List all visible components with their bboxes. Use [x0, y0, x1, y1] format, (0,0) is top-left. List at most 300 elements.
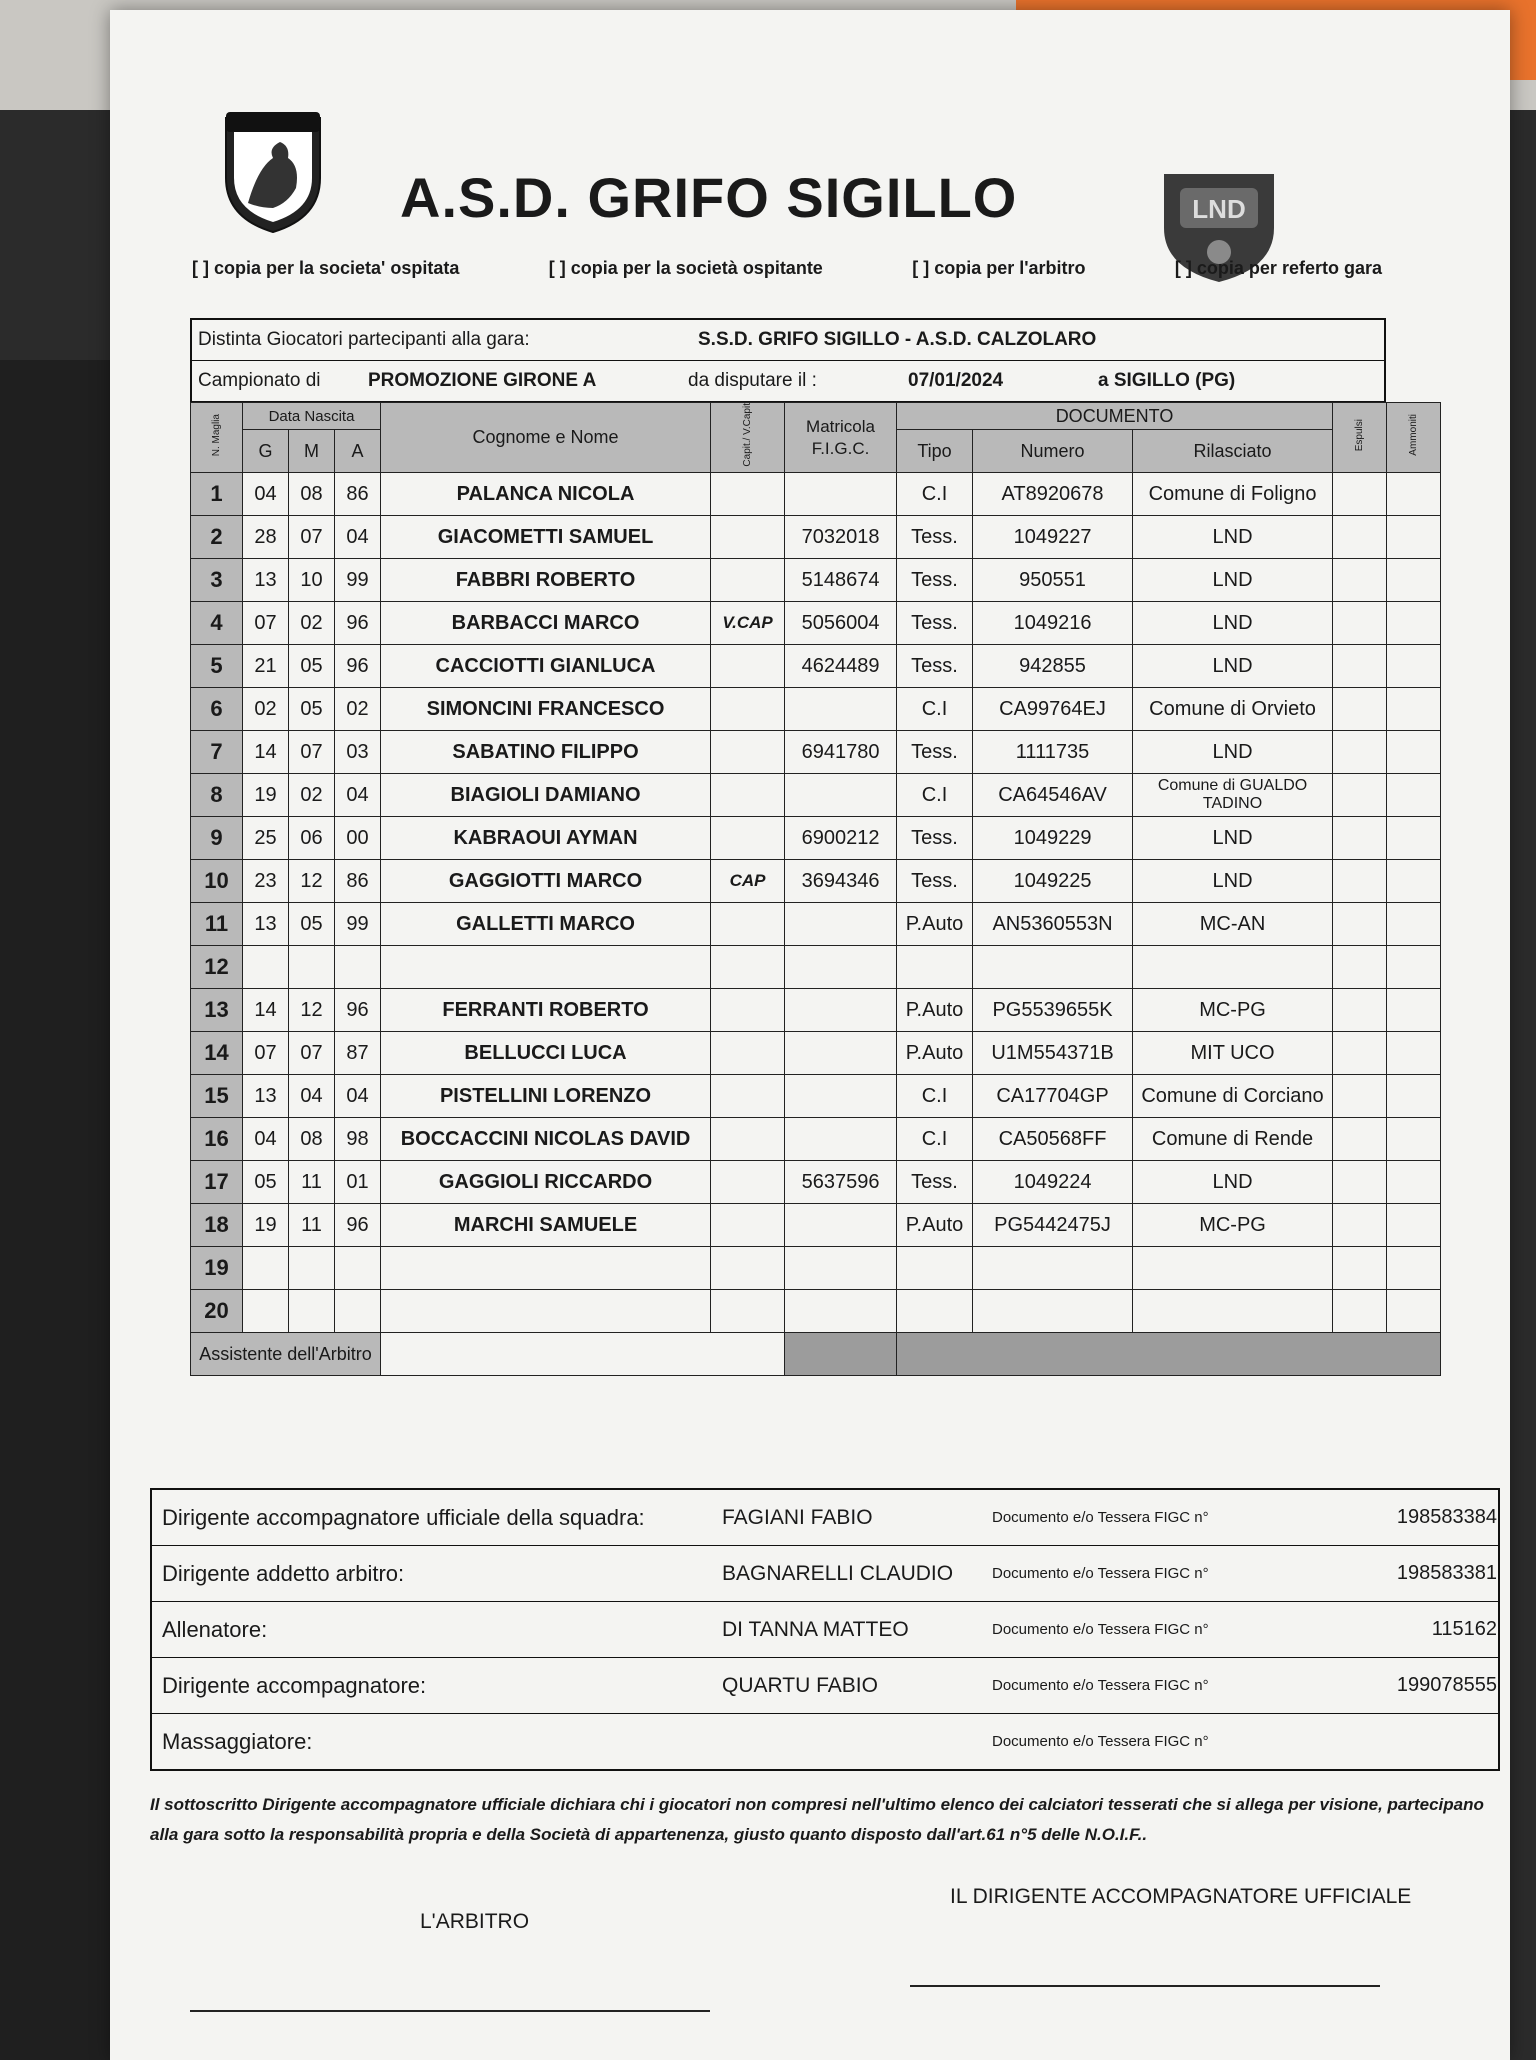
table-row: [191, 602, 1441, 645]
birth-year: 96: [335, 645, 381, 688]
doc-number: PG5442475J: [973, 1204, 1133, 1247]
table-row: [191, 1204, 1441, 1247]
staff-name: DI TANNA MATTEO: [722, 1617, 909, 1641]
expelled-cell[interactable]: [1333, 1161, 1387, 1204]
expelled-cell[interactable]: [1333, 1032, 1387, 1075]
staff-doc-label: Documento e/o Tessera FIGC n°: [992, 1621, 1209, 1638]
birth-day: [243, 1247, 289, 1290]
doc-issuer: LND: [1133, 1161, 1333, 1204]
doc-issuer: MC-AN: [1133, 903, 1333, 946]
staff-name: FAGIANI FABIO: [722, 1505, 873, 1529]
doc-type: P.Auto: [897, 1032, 973, 1075]
doc-number: CA99764EJ: [973, 688, 1133, 731]
doc-type: [897, 946, 973, 989]
birth-year: 99: [335, 559, 381, 602]
booked-cell[interactable]: [1387, 559, 1441, 602]
captain-mark: [711, 1247, 785, 1290]
header-ammoniti: Ammoniti: [1387, 403, 1441, 473]
header-tipo: Tipo: [897, 430, 973, 473]
doc-number: [973, 946, 1133, 989]
matricola: [785, 903, 897, 946]
booked-cell[interactable]: [1387, 1290, 1441, 1333]
championship-row: [192, 361, 1384, 402]
birth-month: 02: [289, 602, 335, 645]
birth-year: [335, 1247, 381, 1290]
doc-number: 1049227: [973, 516, 1133, 559]
captain-mark: CAP: [711, 860, 785, 903]
captain-mark: [711, 645, 785, 688]
expelled-cell[interactable]: [1333, 1204, 1387, 1247]
player-name: BOCCACCINI NICOLAS DAVID: [381, 1118, 711, 1161]
doc-issuer: Comune di Orvieto: [1133, 688, 1333, 731]
birth-day: 07: [243, 1032, 289, 1075]
player-name: [381, 946, 711, 989]
booked-cell[interactable]: [1387, 1204, 1441, 1247]
player-name: [381, 1247, 711, 1290]
matricola: [785, 688, 897, 731]
doc-type: Tess.: [897, 817, 973, 860]
doc-number: 1049224: [973, 1161, 1133, 1204]
birth-day: 02: [243, 688, 289, 731]
birth-day: 13: [243, 1075, 289, 1118]
doc-type: Tess.: [897, 516, 973, 559]
matricola: 5056004: [785, 602, 897, 645]
doc-issuer: LND: [1133, 817, 1333, 860]
doc-number: [973, 1247, 1133, 1290]
birth-month: 11: [289, 1161, 335, 1204]
header-capit: Capit./ V.Capit: [711, 403, 785, 473]
table-row: [191, 903, 1441, 946]
club-crest-logo: [218, 108, 328, 236]
expelled-cell[interactable]: [1333, 602, 1387, 645]
birth-year: 86: [335, 860, 381, 903]
matricola: [785, 473, 897, 516]
booked-cell[interactable]: [1387, 946, 1441, 989]
player-number: 19: [191, 1247, 243, 1290]
birth-year: 86: [335, 473, 381, 516]
header-numero: Numero: [973, 430, 1133, 473]
doc-issuer: [1133, 946, 1333, 989]
official-signature-label: IL DIRIGENTE ACCOMPAGNATORE UFFICIALE: [950, 1885, 1412, 1908]
match-teams: S.S.D. GRIFO SIGILLO - A.S.D. CALZOLARO: [698, 329, 1097, 350]
player-number: 12: [191, 946, 243, 989]
staff-row: [152, 1490, 1498, 1546]
disclaimer-text: Il sottoscritto Dirigente accompagnatore ufficiale dichiara chi i giocatori non compresi nell'ultimo elenco dei calciatori tesserati che si allega per visione, partecipano alla gara sotto la responsabilità propria e della Società di appartenenza, giusto quanto disposto dall'art.61 n°5 delle N.O.I.F..: [150, 1795, 1484, 1844]
doc-type: Tess.: [897, 602, 973, 645]
birth-month: 07: [289, 516, 335, 559]
player-number: 5: [191, 645, 243, 688]
table-row: [191, 1118, 1441, 1161]
staff-doc-label: Documento e/o Tessera FIGC n°: [992, 1565, 1209, 1582]
expelled-cell[interactable]: [1333, 1118, 1387, 1161]
staff-doc-label: Documento e/o Tessera FIGC n°: [992, 1733, 1209, 1750]
birth-day: 21: [243, 645, 289, 688]
player-number: 17: [191, 1161, 243, 1204]
header-m: M: [289, 430, 335, 473]
expelled-cell[interactable]: [1333, 989, 1387, 1032]
captain-mark: [711, 731, 785, 774]
birth-year: 01: [335, 1161, 381, 1204]
expelled-cell[interactable]: [1333, 817, 1387, 860]
copy-option-arbitro[interactable]: [ ] copia per l'arbitro: [912, 258, 1086, 278]
player-number: 7: [191, 731, 243, 774]
staff-role: Dirigente accompagnatore:: [162, 1672, 427, 1698]
matricola: 3694346: [785, 860, 897, 903]
table-row: [191, 473, 1441, 516]
captain-mark: [711, 774, 785, 817]
player-name: GAGGIOTTI MARCO: [381, 860, 711, 903]
matricola: [785, 1290, 897, 1333]
player-number: 6: [191, 688, 243, 731]
matricola: 6900212: [785, 817, 897, 860]
doc-type: C.I: [897, 1118, 973, 1161]
expelled-cell[interactable]: [1333, 1247, 1387, 1290]
birth-year: [335, 946, 381, 989]
doc-number: 1049229: [973, 817, 1133, 860]
birth-year: 04: [335, 774, 381, 817]
doc-issuer: LND: [1133, 860, 1333, 903]
booked-cell[interactable]: [1387, 473, 1441, 516]
matricola: [785, 1204, 897, 1247]
birth-year: 87: [335, 1032, 381, 1075]
table-row: [191, 516, 1441, 559]
doc-number: 1049216: [973, 602, 1133, 645]
doc-number: U1M554371B: [973, 1032, 1133, 1075]
match-teams-row: [192, 320, 1384, 361]
booked-cell[interactable]: [1387, 860, 1441, 903]
matricola: 5148674: [785, 559, 897, 602]
doc-number: PG5539655K: [973, 989, 1133, 1032]
birth-year: 99: [335, 903, 381, 946]
table-row: [191, 645, 1441, 688]
doc-type: Tess.: [897, 1161, 973, 1204]
birth-year: 04: [335, 516, 381, 559]
booked-cell[interactable]: [1387, 688, 1441, 731]
staff-doc-number: 199078555: [1396, 1674, 1497, 1696]
distinta-label: Distinta Giocatori partecipanti alla gara:: [198, 329, 530, 350]
header-g: G: [243, 430, 289, 473]
expelled-cell[interactable]: [1333, 946, 1387, 989]
doc-type: P.Auto: [897, 989, 973, 1032]
staff-row: [152, 1546, 1498, 1602]
player-name: GIACOMETTI SAMUEL: [381, 516, 711, 559]
staff-role: Dirigente addetto arbitro:: [162, 1560, 405, 1586]
birth-year: 00: [335, 817, 381, 860]
player-name: [381, 1290, 711, 1333]
doc-issuer: LND: [1133, 731, 1333, 774]
expelled-cell[interactable]: [1333, 559, 1387, 602]
birth-month: 10: [289, 559, 335, 602]
doc-type: [897, 1290, 973, 1333]
table-row: [191, 559, 1441, 602]
player-name: SIMONCINI FRANCESCO: [381, 688, 711, 731]
player-number: 2: [191, 516, 243, 559]
birth-month: [289, 1247, 335, 1290]
assistente-grey-cell: [785, 1333, 897, 1376]
official-signature-line[interactable]: [910, 1985, 1380, 1987]
header-a: A: [335, 430, 381, 473]
player-number: 3: [191, 559, 243, 602]
booked-cell[interactable]: [1387, 1161, 1441, 1204]
copy-option-ospitata[interactable]: [ ] copia per la societa' ospitata: [192, 258, 460, 278]
player-list-form: [190, 318, 1420, 1376]
staff-doc-number: 198583384: [1396, 1506, 1497, 1528]
birth-year: [335, 1290, 381, 1333]
player-name: FERRANTI ROBERTO: [381, 989, 711, 1032]
doc-type: C.I: [897, 473, 973, 516]
table-row: [191, 989, 1441, 1032]
birth-month: 04: [289, 1075, 335, 1118]
player-number: 10: [191, 860, 243, 903]
doc-number: 1111735: [973, 731, 1133, 774]
players-table: [190, 402, 1441, 1376]
doc-issuer: [1133, 1247, 1333, 1290]
captain-mark: [711, 946, 785, 989]
expelled-cell[interactable]: [1333, 1075, 1387, 1118]
birth-month: 12: [289, 860, 335, 903]
captain-mark: [711, 989, 785, 1032]
booked-cell[interactable]: [1387, 774, 1441, 817]
captain-mark: [711, 516, 785, 559]
header-n-maglia: N. Maglia: [191, 403, 243, 473]
staff-doc-number: 115162: [1431, 1618, 1497, 1640]
expelled-cell[interactable]: [1333, 516, 1387, 559]
booked-cell[interactable]: [1387, 1118, 1441, 1161]
staff-doc-label: Documento e/o Tessera FIGC n°: [992, 1509, 1209, 1526]
birth-day: 05: [243, 1161, 289, 1204]
player-name: GAGGIOLI RICCARDO: [381, 1161, 711, 1204]
expelled-cell[interactable]: [1333, 645, 1387, 688]
doc-number: 950551: [973, 559, 1133, 602]
referee-signature-label: L'ARBITRO: [420, 1910, 530, 1933]
doc-type: C.I: [897, 774, 973, 817]
header-cognome-nome: Cognome e Nome: [381, 403, 711, 473]
matricola: [785, 774, 897, 817]
copy-option-ospitante[interactable]: [ ] copia per la società ospitante: [548, 258, 823, 278]
doc-type: Tess.: [897, 860, 973, 903]
birth-year: 96: [335, 1204, 381, 1247]
staff-role: Massaggiatore:: [162, 1728, 313, 1754]
table-row: [191, 1161, 1441, 1204]
doc-issuer: Comune di GUALDO TADINO: [1133, 774, 1333, 817]
expelled-cell[interactable]: [1333, 688, 1387, 731]
birth-year: 02: [335, 688, 381, 731]
birth-day: 19: [243, 1204, 289, 1247]
table-row: [191, 1247, 1441, 1290]
birth-day: 14: [243, 731, 289, 774]
assistente-doc-cell: [897, 1333, 1441, 1376]
birth-day: [243, 946, 289, 989]
staff-row: [152, 1658, 1498, 1714]
staff-doc-label: Documento e/o Tessera FIGC n°: [992, 1677, 1209, 1694]
birth-month: [289, 946, 335, 989]
player-name: SABATINO FILIPPO: [381, 731, 711, 774]
birth-day: 14: [243, 989, 289, 1032]
doc-issuer: MC-PG: [1133, 1204, 1333, 1247]
birth-day: [243, 1290, 289, 1333]
captain-mark: V.CAP: [711, 602, 785, 645]
matricola: 7032018: [785, 516, 897, 559]
player-name: BARBACCI MARCO: [381, 602, 711, 645]
birth-month: 05: [289, 903, 335, 946]
player-number: 16: [191, 1118, 243, 1161]
expelled-cell[interactable]: [1333, 473, 1387, 516]
birth-month: 02: [289, 774, 335, 817]
doc-number: 1049225: [973, 860, 1133, 903]
captain-mark: [711, 903, 785, 946]
birth-month: 07: [289, 731, 335, 774]
doc-number: AT8920678: [973, 473, 1133, 516]
doc-type: Tess.: [897, 559, 973, 602]
lnd-logo-text: LND: [1192, 194, 1246, 224]
staff-section: [150, 1488, 1500, 1771]
expelled-cell[interactable]: [1333, 860, 1387, 903]
player-number: 15: [191, 1075, 243, 1118]
captain-mark: [711, 559, 785, 602]
copy-option-referto[interactable]: [ ] copia per referto gara: [1174, 258, 1382, 278]
player-name: GALLETTI MARCO: [381, 903, 711, 946]
table-row: [191, 688, 1441, 731]
doc-type: C.I: [897, 688, 973, 731]
doc-number: CA17704GP: [973, 1075, 1133, 1118]
doc-issuer: LND: [1133, 516, 1333, 559]
birth-day: 04: [243, 1118, 289, 1161]
assistente-label: Assistente dell'Arbitro: [191, 1333, 381, 1376]
birth-year: 03: [335, 731, 381, 774]
booked-cell[interactable]: [1387, 903, 1441, 946]
birth-day: 28: [243, 516, 289, 559]
doc-type: Tess.: [897, 645, 973, 688]
booked-cell[interactable]: [1387, 989, 1441, 1032]
staff-role: Allenatore:: [162, 1616, 268, 1642]
doc-issuer: [1133, 1290, 1333, 1333]
club-title: A.S.D. GRIFO SIGILLO: [400, 166, 1018, 229]
birth-day: 23: [243, 860, 289, 903]
doc-type: P.Auto: [897, 1204, 973, 1247]
staff-doc-number: 198583381: [1396, 1562, 1497, 1584]
doc-type: P.Auto: [897, 903, 973, 946]
doc-number: CA50568FF: [973, 1118, 1133, 1161]
doc-issuer: LND: [1133, 602, 1333, 645]
header-espulsi: Espulsi: [1333, 403, 1387, 473]
date-label: da disputare il :: [688, 370, 817, 391]
background-fabric: [0, 360, 120, 2060]
table-row: [191, 1032, 1441, 1075]
player-number: 14: [191, 1032, 243, 1075]
table-row: [191, 860, 1441, 903]
expelled-cell[interactable]: [1333, 1290, 1387, 1333]
matricola: [785, 1247, 897, 1290]
player-name: BIAGIOLI DAMIANO: [381, 774, 711, 817]
staff-name: BAGNARELLI CLAUDIO: [722, 1561, 954, 1585]
player-number: 4: [191, 602, 243, 645]
referee-signature-line[interactable]: [190, 2010, 710, 2012]
staff-row: [152, 1714, 1498, 1769]
birth-year: 96: [335, 602, 381, 645]
doc-issuer: Comune di Foligno: [1133, 473, 1333, 516]
header-rilasciato: Rilasciato: [1133, 430, 1333, 473]
booked-cell[interactable]: [1387, 1247, 1441, 1290]
birth-year: 96: [335, 989, 381, 1032]
doc-issuer: Comune di Rende: [1133, 1118, 1333, 1161]
player-name: FABBRI ROBERTO: [381, 559, 711, 602]
player-name: PALANCA NICOLA: [381, 473, 711, 516]
assistente-name-cell[interactable]: [381, 1333, 785, 1376]
match-place: a SIGILLO (PG): [1098, 370, 1236, 391]
booked-cell[interactable]: [1387, 645, 1441, 688]
player-number: 9: [191, 817, 243, 860]
expelled-cell[interactable]: [1333, 774, 1387, 817]
doc-issuer: LND: [1133, 645, 1333, 688]
captain-mark: [711, 1075, 785, 1118]
captain-mark: [711, 1204, 785, 1247]
birth-month: 11: [289, 1204, 335, 1247]
birth-month: 07: [289, 1032, 335, 1075]
birth-month: 12: [289, 989, 335, 1032]
booked-cell[interactable]: [1387, 516, 1441, 559]
doc-issuer: Comune di Corciano: [1133, 1075, 1333, 1118]
captain-mark: [711, 1161, 785, 1204]
table-row: [191, 817, 1441, 860]
player-name: BELLUCCI LUCA: [381, 1032, 711, 1075]
assistente-row: [191, 1333, 1441, 1376]
birth-year: 04: [335, 1075, 381, 1118]
birth-day: 04: [243, 473, 289, 516]
doc-issuer: MIT UCO: [1133, 1032, 1333, 1075]
booked-cell[interactable]: [1387, 731, 1441, 774]
expelled-cell[interactable]: [1333, 731, 1387, 774]
table-row: [191, 774, 1441, 817]
birth-day: 13: [243, 903, 289, 946]
player-name: KABRAOUI AYMAN: [381, 817, 711, 860]
matricola: [785, 1118, 897, 1161]
header-matricola: Matricola F.I.G.C.: [785, 403, 897, 473]
birth-month: [289, 1290, 335, 1333]
header-data-nascita: Data Nascita: [243, 403, 381, 430]
campionato-value: PROMOZIONE GIRONE A: [368, 370, 597, 391]
doc-type: Tess.: [897, 731, 973, 774]
player-number: 8: [191, 774, 243, 817]
matricola: [785, 1032, 897, 1075]
matricola: 4624489: [785, 645, 897, 688]
player-name: PISTELLINI LORENZO: [381, 1075, 711, 1118]
birth-month: 08: [289, 1118, 335, 1161]
birth-month: 05: [289, 688, 335, 731]
booked-cell[interactable]: [1387, 1032, 1441, 1075]
doc-issuer: LND: [1133, 559, 1333, 602]
header-documento: DOCUMENTO: [897, 403, 1333, 430]
birth-day: 07: [243, 602, 289, 645]
staff-role: Dirigente accompagnatore ufficiale della squadra:: [162, 1504, 645, 1530]
player-number: 13: [191, 989, 243, 1032]
table-row: [191, 1075, 1441, 1118]
player-number: 1: [191, 473, 243, 516]
birth-day: 25: [243, 817, 289, 860]
captain-mark: [711, 473, 785, 516]
player-name: MARCHI SAMUELE: [381, 1204, 711, 1247]
matricola: 5637596: [785, 1161, 897, 1204]
booked-cell[interactable]: [1387, 1075, 1441, 1118]
table-row: [191, 946, 1441, 989]
expelled-cell[interactable]: [1333, 903, 1387, 946]
booked-cell[interactable]: [1387, 817, 1441, 860]
booked-cell[interactable]: [1387, 602, 1441, 645]
birth-year: 98: [335, 1118, 381, 1161]
doc-number: CA64546AV: [973, 774, 1133, 817]
player-number: 11: [191, 903, 243, 946]
captain-mark: [711, 1290, 785, 1333]
table-row: [191, 731, 1441, 774]
